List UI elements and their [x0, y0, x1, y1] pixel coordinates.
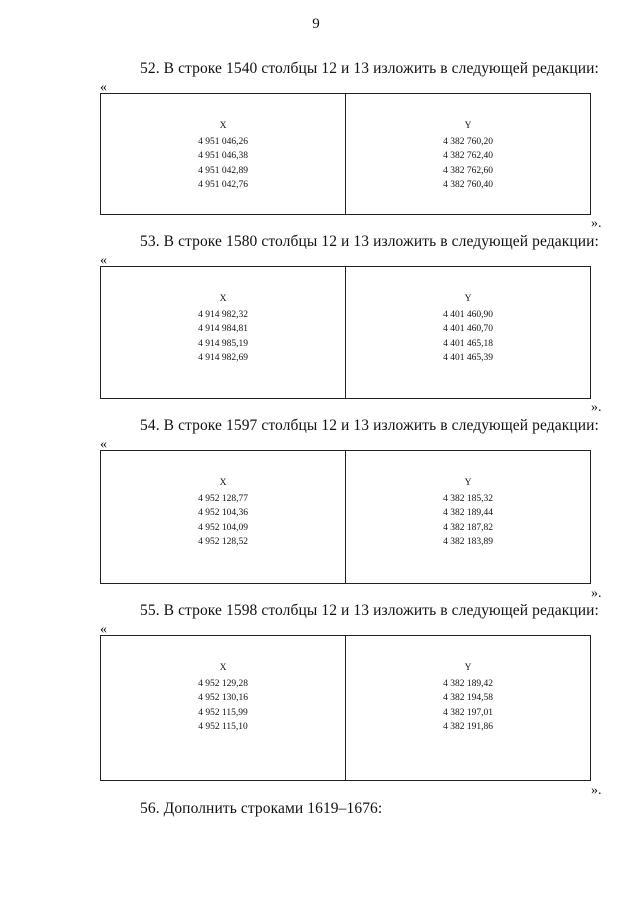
section-heading: 56. Дополнить строками 1619–1676:: [140, 800, 383, 817]
closing-quote: ».: [591, 783, 602, 798]
x-value: 4 952 130,16: [198, 693, 248, 703]
x-value: 4 952 104,36: [198, 508, 248, 518]
y-value: 4 382 189,44: [443, 508, 493, 518]
x-value: 4 914 982,69: [198, 353, 248, 363]
coordinate-table: [100, 266, 591, 399]
y-value: 4 382 187,82: [443, 522, 493, 533]
opening-quote: «: [100, 253, 107, 268]
y-value: 4 401 465,18: [443, 338, 493, 349]
y-value: 4 382 760,20: [443, 136, 493, 147]
y-value: 4 382 760,40: [443, 180, 493, 190]
coordinate-table: [100, 450, 591, 584]
x-column: [101, 267, 345, 398]
x-value: 4 952 115,99: [198, 707, 248, 718]
x-value: 4 952 128,52: [198, 537, 248, 547]
x-value: 4 952 115,10: [198, 722, 248, 732]
x-value: 4 951 046,26: [198, 136, 248, 147]
x-value: 4 952 129,28: [198, 678, 248, 689]
closing-quote: ».: [591, 400, 602, 415]
y-column: [345, 636, 590, 780]
x-column: [101, 94, 345, 214]
x-column-header: X: [219, 121, 227, 131]
closing-quote: ».: [591, 586, 602, 601]
x-value: 4 914 982,32: [198, 309, 248, 320]
opening-quote: «: [100, 437, 107, 452]
y-column-header: Y: [464, 294, 472, 304]
section-heading: 54. В строке 1597 столбцы 12 и 13 изложить в следующей редакции:: [140, 417, 599, 434]
x-column: [101, 451, 345, 583]
closing-quote: ».: [591, 216, 602, 231]
x-column-header: X: [219, 663, 227, 673]
y-value: 4 382 189,42: [443, 678, 493, 689]
coordinate-table: [100, 635, 591, 781]
section-heading: 55. В строке 1598 столбцы 12 и 13 изложить в следующей редакции:: [140, 602, 599, 619]
y-value: 4 382 762,40: [443, 151, 493, 161]
page-number: 9: [312, 16, 320, 32]
section-heading: 53. В строке 1580 столбцы 12 и 13 изложить в следующей редакции:: [140, 233, 599, 250]
x-value: 4 914 984,81: [198, 324, 248, 334]
x-value: 4 951 042,89: [198, 165, 248, 176]
x-column-header: X: [219, 478, 227, 488]
y-value: 4 382 191,86: [443, 722, 493, 732]
y-column-header: Y: [464, 663, 472, 673]
x-value: 4 914 985,19: [198, 338, 248, 349]
x-value: 4 952 104,09: [198, 522, 248, 533]
y-value: 4 382 194,58: [443, 693, 493, 703]
y-column: [345, 267, 590, 398]
y-value: 4 382 183,89: [443, 537, 493, 547]
coordinate-table: [100, 93, 591, 215]
y-value: 4 401 460,70: [443, 324, 493, 334]
y-value: 4 382 185,32: [443, 493, 493, 504]
y-value: 4 401 460,90: [443, 309, 493, 320]
y-value: 4 401 465,39: [443, 353, 493, 363]
y-column: [345, 451, 590, 583]
x-column: [101, 636, 345, 780]
y-value: 4 382 762,60: [443, 165, 493, 176]
section-heading: 52. В строке 1540 столбцы 12 и 13 изложить в следующей редакции:: [140, 60, 599, 77]
opening-quote: «: [100, 80, 107, 95]
x-column-header: X: [219, 294, 227, 304]
x-value: 4 951 046,38: [198, 151, 248, 161]
y-value: 4 382 197,01: [443, 707, 493, 718]
y-column-header: Y: [464, 478, 472, 488]
x-value: 4 952 128,77: [198, 493, 248, 504]
x-value: 4 951 042,76: [198, 180, 248, 190]
opening-quote: «: [100, 622, 107, 637]
y-column: [345, 94, 590, 214]
y-column-header: Y: [464, 121, 472, 131]
